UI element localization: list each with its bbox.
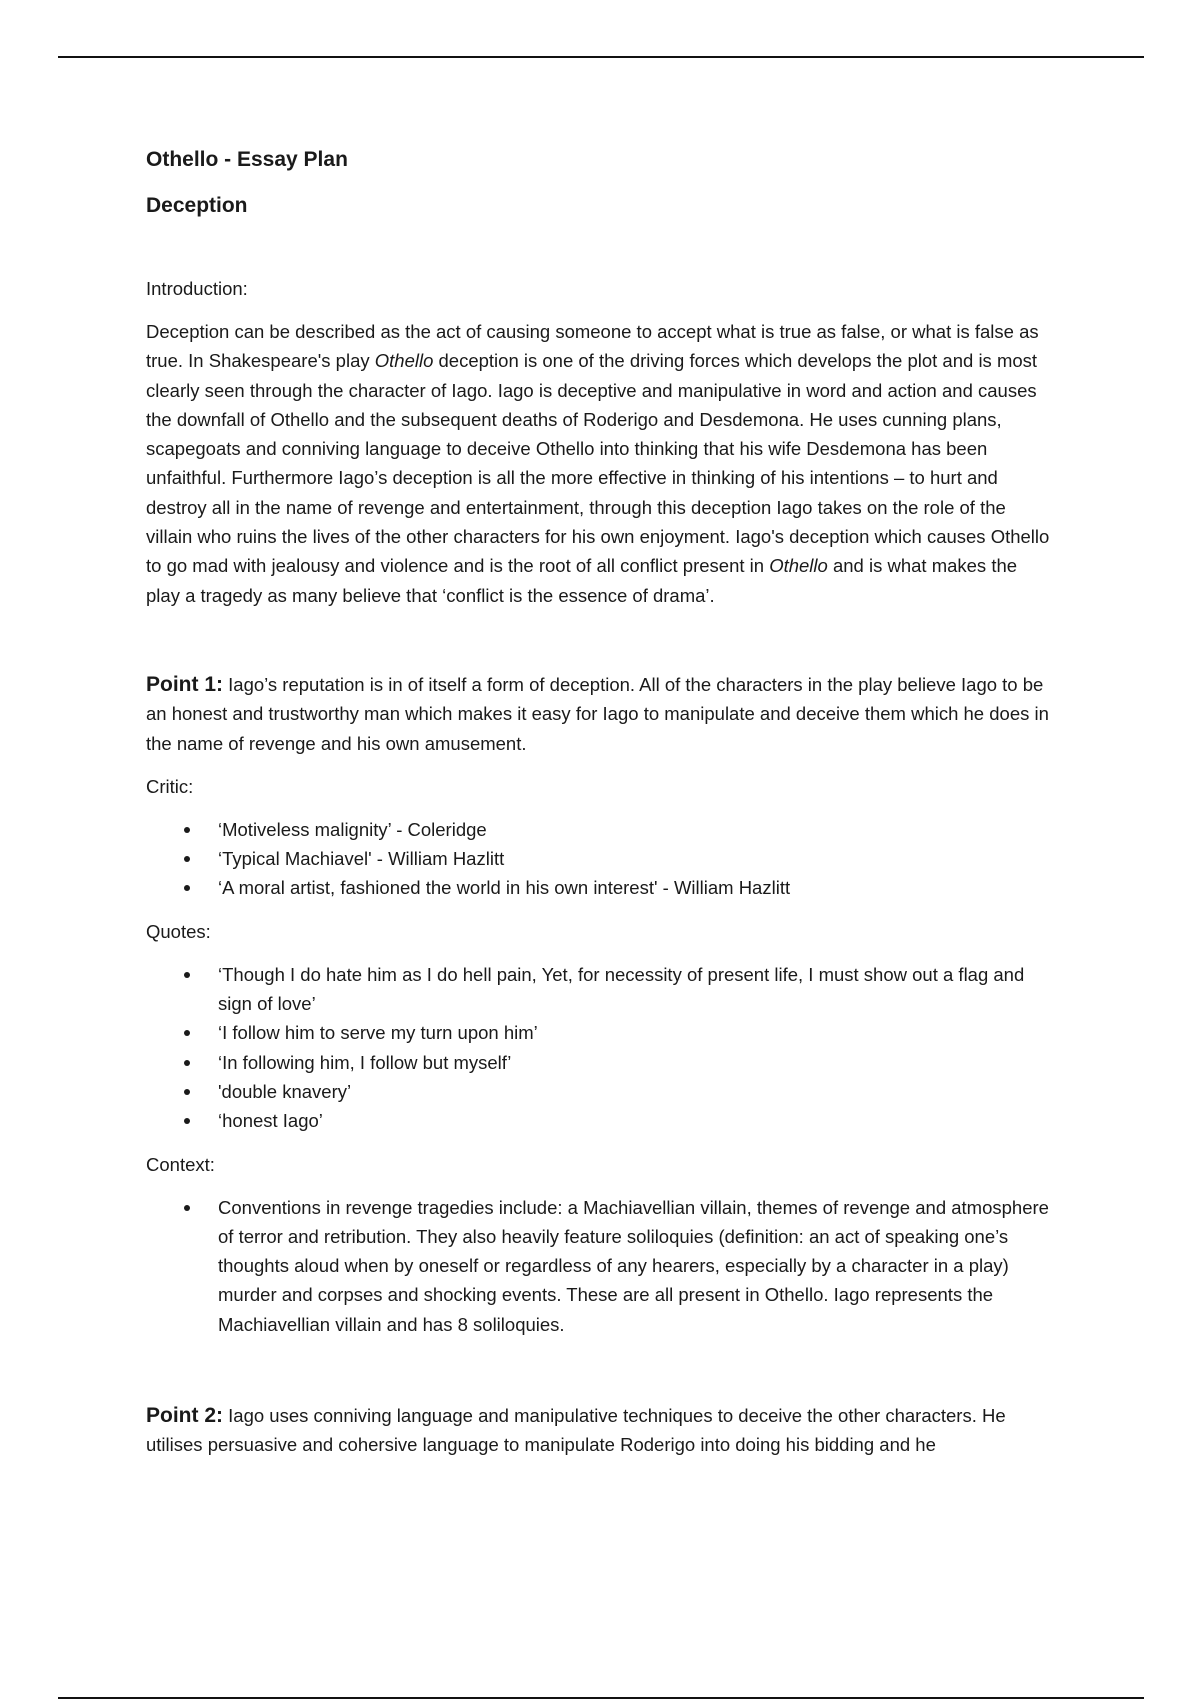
list-item-text: ‘In following him, I follow but myself’ bbox=[218, 1051, 512, 1073]
list-item bbox=[146, 844, 1056, 873]
point-2-label: Point 2: bbox=[146, 1404, 223, 1428]
footer-rule bbox=[58, 1697, 1144, 1699]
bullet-icon bbox=[184, 1118, 190, 1124]
bullet-icon bbox=[184, 1030, 190, 1036]
list-item-text: ‘I follow him to serve my turn upon him’ bbox=[218, 1022, 538, 1044]
document-page bbox=[146, 145, 1056, 1460]
point-2-paragraph bbox=[146, 1401, 1056, 1460]
list-item-text: ‘honest Iago’ bbox=[218, 1110, 323, 1132]
intro-segment-italic: Othello bbox=[374, 350, 434, 372]
list-item-text: ‘Motiveless malignity’ - Coleridge bbox=[218, 818, 487, 840]
list-item-text: ‘Typical Machiavel' - William Hazlitt bbox=[218, 848, 505, 870]
bullet-icon bbox=[184, 856, 190, 862]
point-1-text: Iago’s reputation is in of itself a form of deception. All of the characters in the play believe Iago to be an honest and trustworthy man which makes it easy for Iago to manipulate and deceive them which he does in the name of revenge and his own amusement. bbox=[146, 673, 1049, 754]
list-item bbox=[146, 1193, 1056, 1339]
intro-segment: Deception can be described as the act of causing someone to accept what is true as false, or what is false as true. In Shakespeare's play bbox=[146, 321, 1039, 372]
intro-segment: deception is one of the driving forces which develops the plot and is most clearly seen through the character of Iago. Iago is deceptive and manipulative in word and action and causes the downfall of Othello and the subsequent deaths of Roderigo and Desdemona. He uses cunning plans, scapegoats and conniving language to deceive Othello into thinking that his wife Desdemona has been unfaithful. Furthermore Iago’s deception is all the more effective in thinking of his intentions – to hurt and destroy all in the name of revenge and entertainment, through this deception Iago takes on the role of the villain who ruins the lives of the other characters for his own enjoyment. Iago's deception which causes Othello to go mad with jealousy and violence and is the root of all conflict present in bbox=[146, 350, 1050, 577]
intro-segment-italic: Othello bbox=[769, 555, 828, 577]
quotes-list bbox=[146, 960, 1056, 1136]
bullet-icon bbox=[184, 972, 190, 978]
critic-label: Critic: bbox=[146, 775, 194, 797]
context-list bbox=[146, 1193, 1056, 1339]
bullet-icon bbox=[184, 1060, 190, 1066]
list-item-text: 'double knavery’ bbox=[218, 1080, 352, 1102]
intro-segment: and is what makes the play a tragedy as many believe that ‘conflict is the essence of drama’. bbox=[146, 555, 1018, 606]
list-item bbox=[146, 1048, 1056, 1077]
document-subtitle: Deception bbox=[146, 194, 248, 217]
bullet-icon bbox=[184, 1089, 190, 1095]
list-item bbox=[146, 1018, 1056, 1047]
critic-list bbox=[146, 815, 1056, 903]
quotes-label: Quotes: bbox=[146, 920, 211, 942]
list-item-text: Conventions in revenge tragedies include: a Machiavellian villain, themes of revenge and atmosphere of terror and retribution. They also heavily feature soliloquies (definition: an act of speaking one’s thoughts aloud when by oneself or regardless of any hearers, especially by a character in a play) murder and corpses and shocking events. These are all present in Othello. Iago represents the Machiavellian villain and has 8 soliloquies. bbox=[218, 1196, 1049, 1335]
list-item bbox=[146, 1077, 1056, 1106]
list-item-text: ‘Though I do hate him as I do hell pain, Yet, for necessity of present life, I must show out a flag and sign of love’ bbox=[218, 963, 1025, 1015]
list-item-text: ‘A moral artist, fashioned the world in his own interest' - William Hazlitt bbox=[218, 877, 791, 899]
list-item bbox=[146, 1106, 1056, 1135]
point-1-label: Point 1: bbox=[146, 672, 223, 696]
context-label: Context: bbox=[146, 1153, 215, 1175]
bullet-icon bbox=[184, 885, 190, 891]
point-1-paragraph bbox=[146, 670, 1056, 758]
introduction-paragraph bbox=[146, 317, 1056, 610]
list-item bbox=[146, 960, 1056, 1019]
header-rule bbox=[58, 56, 1144, 58]
point-2-text: Iago uses conniving language and manipulative techniques to deceive the other characters. He utilises persuasive and cohersive language to manipulate Roderigo into doing his bidding and he bbox=[146, 1405, 1006, 1456]
list-item bbox=[146, 815, 1056, 844]
introduction-label: Introduction: bbox=[146, 278, 248, 299]
list-item bbox=[146, 873, 1056, 902]
bullet-icon bbox=[184, 1205, 190, 1211]
document-title: Othello - Essay Plan bbox=[146, 148, 348, 171]
bullet-icon bbox=[184, 827, 190, 833]
